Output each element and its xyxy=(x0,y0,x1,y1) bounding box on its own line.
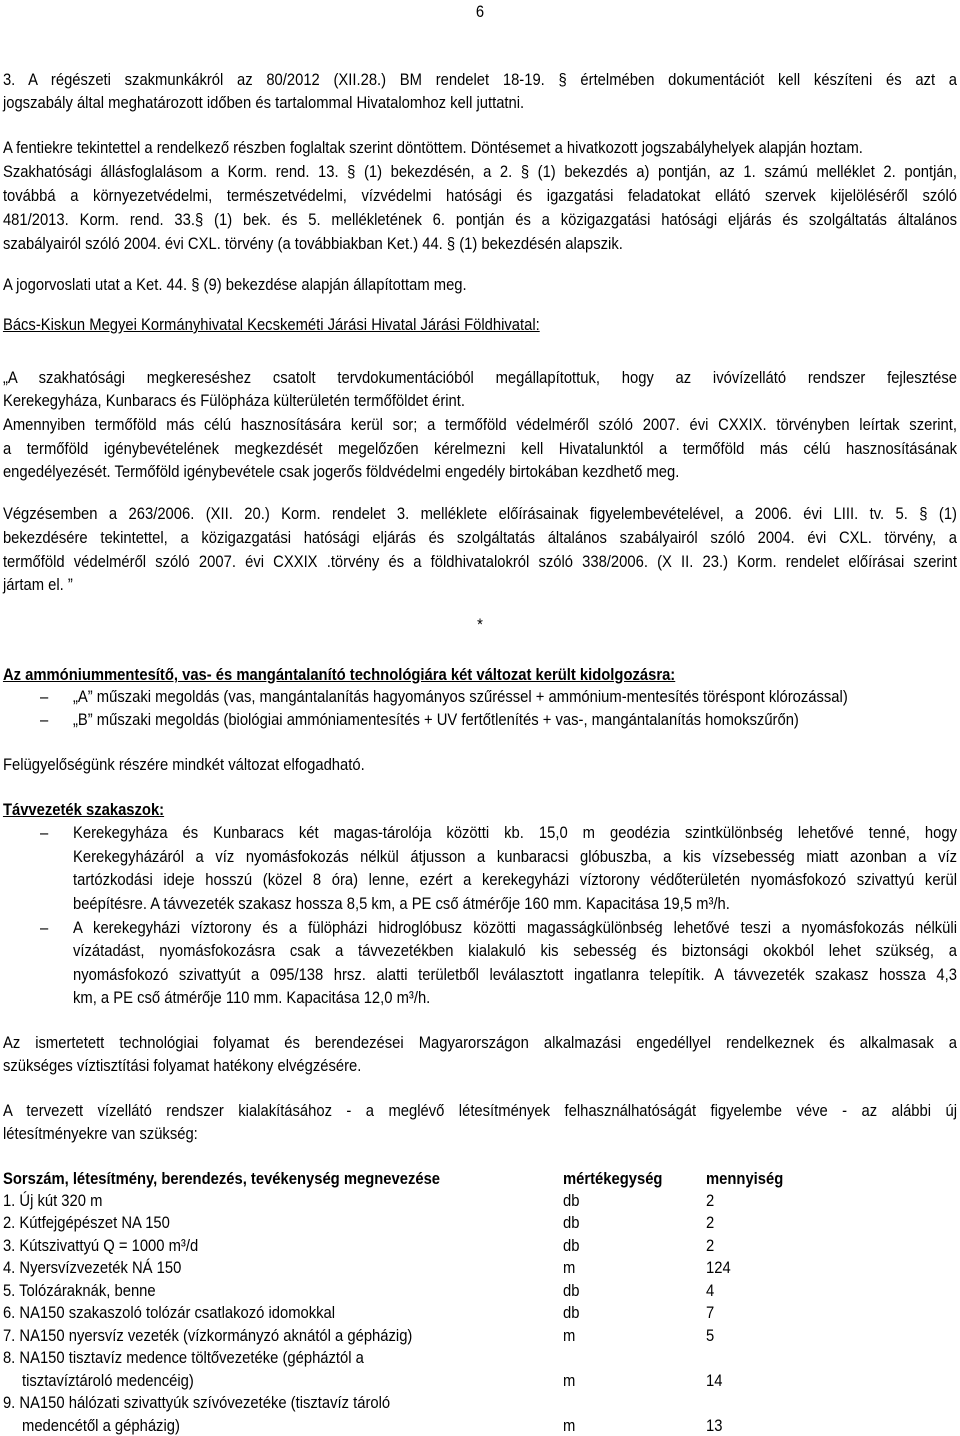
table-row-name: 6. NA150 szakaszoló tolózár csatlakozó idomokkal xyxy=(2,1303,336,1322)
table-row-qty: 13 xyxy=(706,1416,723,1435)
pipeline-line: nyomásfokozó szivattyút a 095/138 hrsz. alatti területből leválasztott ingatlanra telepítik. A távvezeték szakasz hossza 4,3 xyxy=(72,965,957,984)
decision-line: továbbá a környezetvédelmi, természetvédelmi, vízvédelmi hatósági és igazgatási feladatokat ellátó szervek kijelöléséről szóló xyxy=(2,186,957,205)
table-row-unit: db xyxy=(562,1281,580,1300)
statement-line: a termőföld igénybevételének megkezdését megelőzően kérelmezni kell Hivatalunktól a termőföld más célú hasznosításának xyxy=(2,439,957,458)
table-row-qty: 7 xyxy=(706,1303,715,1322)
table-row-name: 8. NA150 tisztavíz medence töltővezetéke (gépháztól a xyxy=(2,1348,364,1367)
table-row-qty: 124 xyxy=(706,1258,731,1277)
table-row-unit: db xyxy=(562,1191,580,1210)
decision-line: Szakhatósági állásfoglalásom a Korm. rend. 13. § (1) bekezdésén, a 2. § (1) bekezdés a) pontján, az 1. számú melléklet 2. pontján, xyxy=(2,162,957,181)
table-row-name: 3. Kútszivattyú Q = 1000 m³/d xyxy=(2,1236,199,1255)
order-line: jártam el. ” xyxy=(2,575,73,594)
table-row-qty: 5 xyxy=(706,1326,715,1345)
pipeline-line: Kerekegyháza és Kunbaracs két magas-tárolója közötti kb. 15,0 m geodézia szintkülönbség lehetővé tenné, hogy xyxy=(72,823,957,842)
pipeline-line: beépítésre. A távvezeték szakasz hossza 8,5 km, a PE cső átmérője 160 mm. Kapacitása 19,5 m³/h. xyxy=(72,894,730,913)
table-row-unit: m xyxy=(562,1371,576,1390)
table-row-name: 5. Tolózáraknák, benne xyxy=(2,1281,156,1300)
section-separator: * xyxy=(477,615,483,634)
technology-heading: Az ammóniummentesítő, vas- és mangántalanító technológiára két változat került kidolgozásra: xyxy=(2,665,676,684)
statement-line: „A szakhatósági megkereséshez csatolt tervdokumentációból megállapítottuk, hogy az ivóvízellátó rendszer fejlesztése xyxy=(2,368,957,387)
requirements-intro-line: A tervezett vízellátó rendszer kialakításához - a meglévő létesítmények felhasználhatóságát figyelembe véve - az alábbi új xyxy=(2,1101,957,1120)
table-row-unit: m xyxy=(562,1326,576,1345)
order-line: bekezdésére tekintettel, a közigazgatási hatósági eljárás és szolgáltatás általános szabályairól szóló 2004. évi CXL. törvény, a xyxy=(2,528,957,547)
pipeline-line: Kerekegyházáról a víz nyomásfokozás nélkül átjusson a kunbaracsi glóbuszba, a kis vízsebesség miatt azonban a víz xyxy=(72,847,957,866)
order-line: termőföld védelméről szóló 2007. évi CXXIX .törvény és a földhivatalokról szóló 338/2006. (X II. 23.) Korm. rendelet előírásai szerint xyxy=(2,552,957,571)
table-row-name: 2. Kútfejgépészet NA 150 xyxy=(2,1213,170,1232)
table-header-name: Sorszám, létesítmény, berendezés, tevékenység megnevezése xyxy=(2,1169,441,1188)
table-header-unit: mértékegység xyxy=(562,1169,663,1188)
pipeline-line: vízátadást, nyomásfokozásra csak a távvezetékben kialakuló kis sebesség és biztonsági okokból lehet szükség, a xyxy=(72,941,957,960)
table-header-qty: mennyiség xyxy=(706,1169,784,1188)
table-row-unit: m xyxy=(562,1258,576,1277)
statement-line: Kerekegyháza, Kunbaracs és Fülöpháza külterületén termőföldet érint. xyxy=(2,391,466,410)
list-marker: – xyxy=(40,710,49,729)
table-row-unit: m xyxy=(562,1416,576,1435)
pipeline-line: km, a PE cső átmérője 110 mm. Kapacitása 12,0 m³/h. xyxy=(72,988,431,1007)
order-line: Végzésemben a 263/2006. (XII. 20.) Korm. rendelet 3. melléklete előírásainak figyelembevételével, a 2006. évi LIII. tv. 5. § (1) xyxy=(2,504,957,523)
table-row-unit: db xyxy=(562,1236,580,1255)
table-row-name: 7. NA150 nyersvíz vezeték (vízkormányzó aknától a gépházig) xyxy=(2,1326,413,1345)
decision-line: A fentiekre tekintettel a rendelkező részben foglaltak szerint döntöttem. Döntésemet a hivatkozott jogszabályhelyek alapján hoztam. xyxy=(2,138,863,157)
table-row-qty: 2 xyxy=(706,1213,715,1232)
remedy-text: A jogorvoslati utat a Ket. 44. § (9) bekezdése alapján állapítottam meg. xyxy=(2,275,467,294)
table-row-name: 9. NA150 hálózati szivattyúk szívóvezetéke (tisztavíz tároló xyxy=(2,1393,391,1412)
decision-line: szabályairól szóló 2004. évi CXL. törvény (a továbbiakban Ket.) 44. § (1) bekezdésén alapszik. xyxy=(2,234,623,253)
page-number: 6 xyxy=(475,2,485,21)
requirements-intro-line: létesítményekre van szükség: xyxy=(2,1124,198,1143)
table-row-name-continued: tisztavíztároló medencéig) xyxy=(22,1371,194,1390)
technology-note-line: Az ismertetett technológiai folyamat és berendezései Magyarországon alkalmazási engedéllyel rendelkeznek és alkalmasak a xyxy=(2,1033,957,1052)
table-row-name: 1. Új kút 320 m xyxy=(2,1191,103,1210)
table-row-qty: 2 xyxy=(706,1191,715,1210)
pipeline-line: tartózkodási ideje hosszú (közel 8 óra) lenne, ezért a kerekegyházi víztorony védőterületén nyomásfokozó szivattyú kerül xyxy=(72,870,957,889)
table-row-qty: 4 xyxy=(706,1281,715,1300)
table-row-qty: 14 xyxy=(706,1371,723,1390)
authority-title: Bács-Kiskun Megyei Kormányhivatal Kecskeméti Járási Hivatal Járási Földhivatal: xyxy=(2,315,540,334)
table-row-unit: db xyxy=(562,1213,580,1232)
technology-option: „B” műszaki megoldás (biológiai ammóniamentesítés + UV fertőtlenítés + vas-, mangántalanítás homokszűrőn) xyxy=(72,710,799,729)
table-row-qty: 2 xyxy=(706,1236,715,1255)
technology-note-line: szükséges víztisztítási folyamat hatékony elvégzésére. xyxy=(2,1056,362,1075)
pipelines-heading: Távvezeték szakaszok: xyxy=(2,800,165,819)
list-marker: – xyxy=(40,823,49,842)
decision-line: 481/2013. Korm. rend. 33.§ (1) bek. és 5. mellékletének 6. pontján és a közigazgatási hatósági eljárás és szolgáltatás általános xyxy=(2,210,957,229)
table-row-name: 4. Nyersvízvezeték NÁ 150 xyxy=(2,1258,182,1277)
technology-option: „A” műszaki megoldás (vas, mangántalanítás hagyományos szűréssel + ammónium-mentesítés töréspont klórozással) xyxy=(72,687,848,706)
list-marker: – xyxy=(40,918,49,937)
pipeline-line: A kerekegyházi víztorony és a fülöpházi hidroglóbusz közötti magasságkülönbség lehetővé teszi a nyomásfokozás nélküli xyxy=(72,918,957,937)
statement-line: engedélyezését. Termőföld igénybevétele csak jogerős földvédelmi engedély birtokában kezdhető meg. xyxy=(2,462,680,481)
statement-line: Amennyiben termőföld más célú hasznosítására kerül sor; a termőföld védelméről szóló 2007. évi CXXIX. törvényben leírtak szerint, xyxy=(2,415,957,434)
table-row-unit: db xyxy=(562,1303,580,1322)
item3-line: 3. A régészeti szakmunkákról az 80/2012 (XII.28.) BM rendelet 18-19. § értelmében dokumentációt kell készíteni és azt a xyxy=(2,70,957,89)
list-marker: – xyxy=(40,687,49,706)
table-row-name-continued: medencétől a gépházig) xyxy=(22,1416,180,1435)
acceptance-text: Felügyelőségünk részére mindkét változat elfogadható. xyxy=(2,755,365,774)
item3-line: jogszabály által meghatározott időben és tartalommal Hivatalomhoz kell juttatni. xyxy=(2,93,525,112)
